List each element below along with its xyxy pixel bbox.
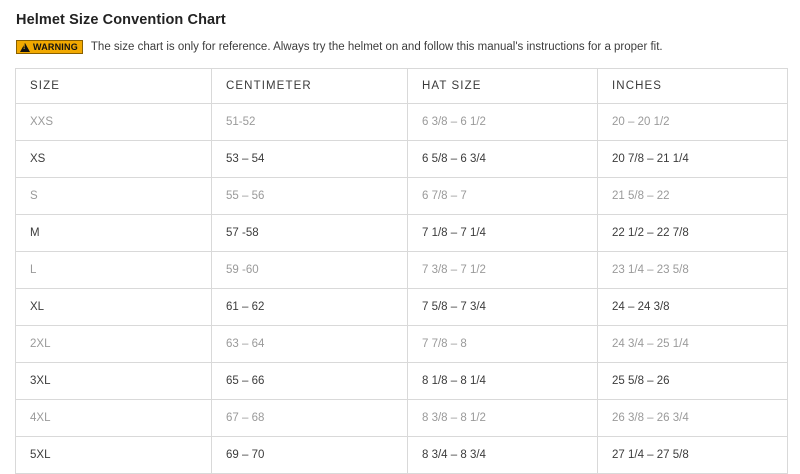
cell-hat-size: 8 3/4 – 8 3/4 [408,437,598,474]
page-title: Helmet Size Convention Chart [16,12,226,28]
table-row [16,104,788,141]
cell-size: XL [16,289,212,326]
cell-centimeter: 61 – 62 [212,289,408,326]
cell-size: XXS [16,104,212,141]
cell-hat-size: 6 3/8 – 6 1/2 [408,104,598,141]
table-row [16,252,788,289]
cell-hat-size: 7 1/8 – 7 1/4 [408,215,598,252]
cell-inches: 21 5/8 – 22 [598,178,788,215]
cell-inches: 26 3/8 – 26 3/4 [598,400,788,437]
cell-centimeter: 63 – 64 [212,326,408,363]
warning-triangle-icon [20,43,30,52]
table-row [16,400,788,437]
cell-inches: 22 1/2 – 22 7/8 [598,215,788,252]
cell-centimeter: 53 – 54 [212,141,408,178]
cell-size: L [16,252,212,289]
cell-hat-size: 6 7/8 – 7 [408,178,598,215]
column-header-inches: INCHES [598,69,788,104]
table-row [16,363,788,400]
cell-centimeter: 59 -60 [212,252,408,289]
cell-size: 5XL [16,437,212,474]
column-header-hat-size: HAT SIZE [408,69,598,104]
cell-size: 4XL [16,400,212,437]
cell-centimeter: 67 – 68 [212,400,408,437]
cell-centimeter: 51-52 [212,104,408,141]
cell-hat-size: 8 1/8 – 8 1/4 [408,363,598,400]
cell-hat-size: 6 5/8 – 6 3/4 [408,141,598,178]
cell-hat-size: 7 5/8 – 7 3/4 [408,289,598,326]
table-row [16,141,788,178]
table-row [16,326,788,363]
cell-size: S [16,178,212,215]
table-row [16,215,788,252]
cell-inches: 20 – 20 1/2 [598,104,788,141]
cell-centimeter: 55 – 56 [212,178,408,215]
table-row [16,178,788,215]
size-table [15,68,788,474]
cell-size: M [16,215,212,252]
reference-notice [16,40,786,54]
cell-inches: 23 1/4 – 23 5/8 [598,252,788,289]
cell-inches: 24 – 24 3/8 [598,289,788,326]
cell-size: 3XL [16,363,212,400]
cell-size: 2XL [16,326,212,363]
cell-centimeter: 69 – 70 [212,437,408,474]
cell-size: XS [16,141,212,178]
warning-badge-label: WARNING [33,41,78,52]
cell-inches: 25 5/8 – 26 [598,363,788,400]
cell-centimeter: 65 – 66 [212,363,408,400]
column-header-centimeter: CENTIMETER [212,69,408,104]
cell-hat-size: 7 3/8 – 7 1/2 [408,252,598,289]
cell-inches: 24 3/4 – 25 1/4 [598,326,788,363]
table-header-row [16,69,788,104]
cell-inches: 27 1/4 – 27 5/8 [598,437,788,474]
column-header-size: SIZE [16,69,212,104]
table-row [16,289,788,326]
cell-inches: 20 7/8 – 21 1/4 [598,141,788,178]
warning-badge [16,40,83,54]
cell-centimeter: 57 -58 [212,215,408,252]
notice-text: The size chart is only for reference. Always try the helmet on and follow this manual's instructions for a proper fit. [90,41,663,53]
cell-hat-size: 8 3/8 – 8 1/2 [408,400,598,437]
cell-hat-size: 7 7/8 – 8 [408,326,598,363]
